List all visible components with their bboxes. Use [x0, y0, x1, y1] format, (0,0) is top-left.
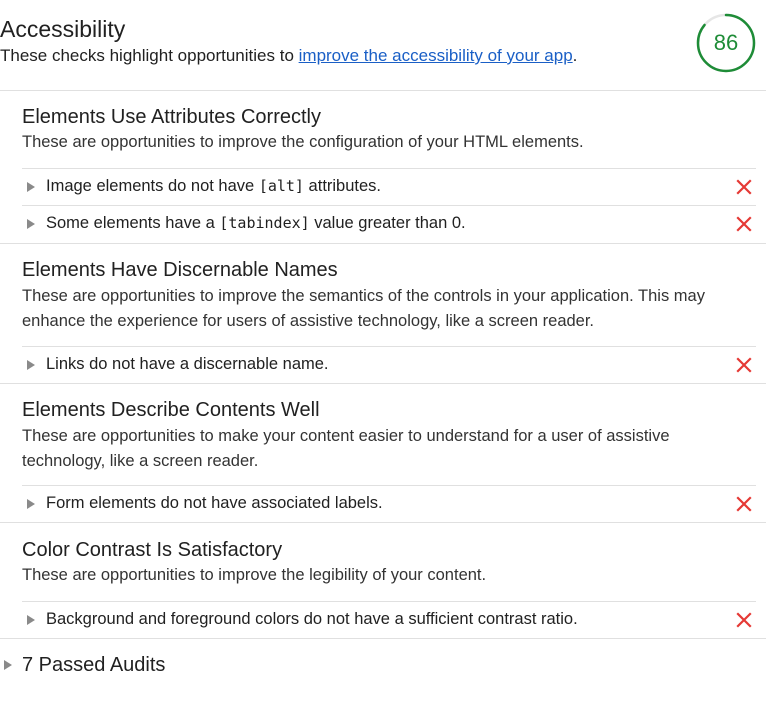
description-prefix: These checks highlight opportunities to: [0, 46, 299, 65]
audit-label: Image elements do not have [alt] attributes.: [46, 177, 382, 195]
passed-audits-label: 7 Passed Audits: [22, 654, 166, 676]
audit-label: Some elements have a [tabindex] value greater than 0.: [46, 214, 466, 232]
group-title: Color Contrast Is Satisfactory: [22, 539, 283, 561]
passed-audits-toggle[interactable]: [0, 650, 300, 682]
group-title: Elements Use Attributes Correctly: [22, 106, 321, 128]
group-divider: [0, 383, 766, 384]
score-value: 86: [713, 30, 739, 55]
audit-image-alt[interactable]: [22, 169, 758, 205]
triangle-right-icon: [27, 360, 35, 370]
category-description: [0, 46, 577, 66]
audit-tabindex[interactable]: [22, 206, 758, 242]
group-description: These are opportunities to make your content easier to understand for a user of assistive technology, like a screen reader.: [22, 427, 670, 470]
group-divider: [0, 522, 766, 523]
group-title: Elements Have Discernable Names: [22, 259, 338, 281]
audit-form-labels[interactable]: [22, 486, 758, 522]
group-divider: [0, 243, 766, 244]
close-icon: [736, 612, 752, 628]
category-header: [0, 0, 766, 90]
group-description: These are opportunities to improve the configuration of your HTML elements.: [22, 133, 584, 151]
score-gauge: [696, 13, 756, 73]
triangle-right-icon: [27, 499, 35, 509]
accessibility-help-link[interactable]: improve the accessibility of your app: [298, 46, 573, 65]
close-icon: [736, 216, 752, 232]
description-suffix: .: [572, 46, 578, 65]
triangle-right-icon: [27, 182, 35, 192]
group-divider: [0, 638, 766, 639]
audit-color-contrast[interactable]: [22, 602, 758, 638]
audit-link-name[interactable]: [22, 347, 758, 383]
triangle-right-icon: [27, 219, 35, 229]
header-divider: [0, 90, 766, 91]
group-description: These are opportunities to improve the legibility of your content.: [22, 566, 487, 584]
triangle-right-icon: [4, 660, 12, 670]
close-icon: [736, 179, 752, 195]
audit-label: Background and foreground colors do not have a sufficient contrast ratio.: [46, 610, 578, 628]
audit-label: Form elements do not have associated labels.: [46, 494, 383, 512]
audit-label: Links do not have a discernable name.: [46, 355, 329, 373]
group-title: Elements Describe Contents Well: [22, 399, 320, 421]
group-description: These are opportunities to improve the semantics of the controls in your application. This may enhance the experience for users of assistive technology, like a screen reader.: [22, 287, 705, 330]
close-icon: [736, 357, 752, 373]
close-icon: [736, 496, 752, 512]
category-title: Accessibility: [0, 16, 126, 42]
triangle-right-icon: [27, 615, 35, 625]
